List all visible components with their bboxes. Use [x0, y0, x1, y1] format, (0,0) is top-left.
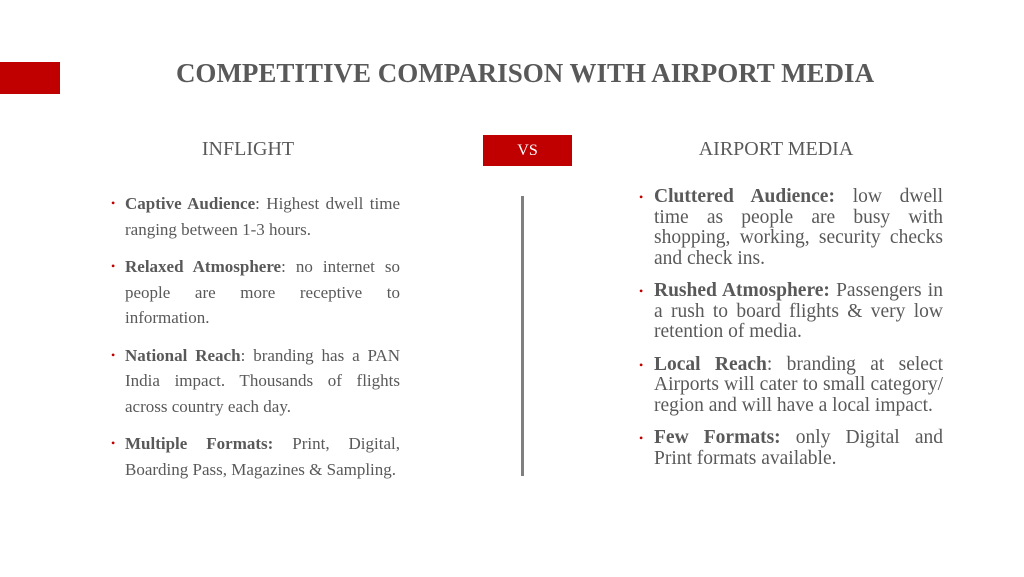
point-term: Relaxed Atmosphere [125, 257, 282, 276]
airport-media-heading: AIRPORT MEDIA [698, 138, 854, 160]
list-item [111, 343, 400, 420]
bullet-icon: • [111, 196, 116, 210]
point-term: Local Reach [654, 353, 767, 375]
list-item [639, 427, 943, 469]
bullet-icon: • [111, 436, 116, 450]
list-item [111, 431, 400, 482]
bullet-icon: • [639, 284, 644, 298]
point-separator: : [281, 257, 286, 276]
point-separator: : [240, 345, 246, 365]
bullet-icon: • [639, 357, 644, 372]
point-separator: : [255, 194, 260, 213]
bullet-icon: • [111, 347, 116, 362]
point-text: Highest dwell time ranging between 1-3 hours. [125, 194, 400, 239]
list-item [639, 353, 943, 417]
point-text: Passengers in a rush to board flights & very low retention of media. [654, 280, 943, 342]
point-text: low dwell time as people are busy with shopping, working, security checks and check ins. [654, 186, 943, 269]
slide-title: COMPETITIVE COMPARISON WITH AIRPORT MEDIA [175, 58, 875, 88]
point-term: Cluttered Audience: [654, 186, 835, 207]
bullet-icon: • [639, 431, 644, 445]
list-item [111, 254, 400, 331]
point-text: branding has a PAN India impact. Thousands of flights across country each day. [125, 345, 400, 416]
point-term: Captive Audience [125, 194, 256, 213]
point-term: Multiple Formats: [125, 434, 274, 453]
airport-media-points [639, 186, 943, 481]
point-text: only Digital and Print formats available. [654, 427, 943, 469]
vs-badge: VS [483, 135, 572, 166]
column-divider [521, 196, 524, 476]
point-term: Few Formats: [654, 427, 781, 448]
point-term: National Reach [125, 345, 241, 365]
bullet-icon: • [111, 259, 116, 273]
bullet-icon: • [639, 190, 644, 204]
list-item [111, 191, 400, 242]
point-term: Rushed Atmosphere: [654, 280, 830, 301]
point-text: Print, Digital, Boarding Pass, Magazines & Sampling. [125, 434, 400, 479]
point-separator: : [766, 353, 773, 375]
inflight-heading: INFLIGHT [201, 138, 295, 160]
inflight-points [111, 191, 400, 494]
list-item [639, 280, 943, 343]
point-text: no internet so people are more receptive to information. [125, 257, 400, 327]
point-text: branding at select Airports will cater to small category/ region and will have a local impact. [654, 353, 943, 416]
list-item [639, 186, 943, 269]
